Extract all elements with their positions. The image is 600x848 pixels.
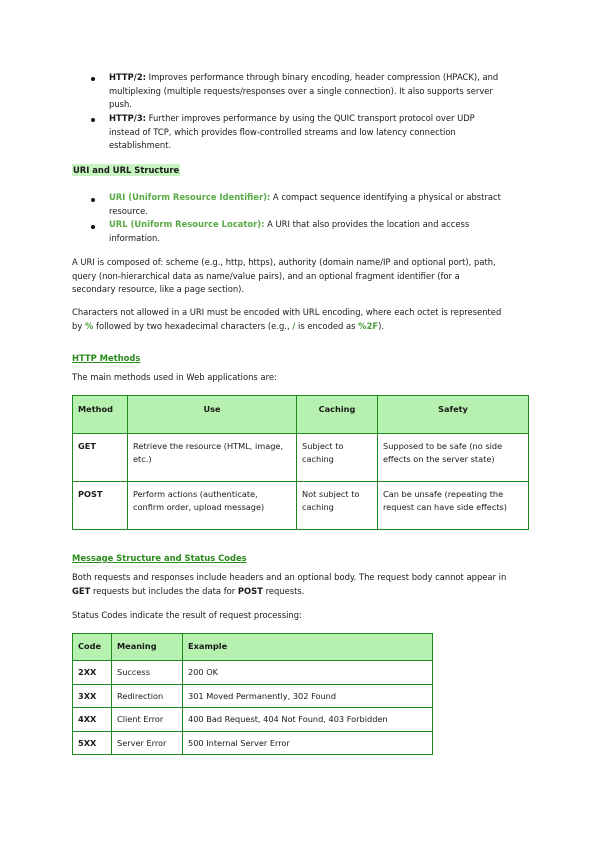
example-cell: 301 Moved Permanently, 302 Found bbox=[183, 684, 433, 708]
table-row bbox=[73, 661, 433, 685]
bullet-dot bbox=[91, 225, 95, 229]
bullet-uri: URI (Uniform Resource Identifier): A compact sequence identifying a physical or abstract resource. bbox=[109, 192, 501, 216]
table-row bbox=[73, 731, 433, 755]
table-row bbox=[73, 482, 529, 530]
bullet-dot bbox=[91, 118, 95, 122]
table-header-row bbox=[73, 396, 529, 434]
term-uri: URI (Uniform Resource Identifier): bbox=[109, 192, 271, 202]
col-header: Method bbox=[73, 396, 128, 434]
table-row bbox=[73, 684, 433, 708]
status-table bbox=[72, 633, 433, 755]
col-header: Safety bbox=[378, 396, 529, 434]
col-header: Meaning bbox=[112, 634, 183, 661]
status-intro: Status Codes indicate the result of request processing: bbox=[72, 610, 302, 620]
example-cell: 500 Internal Server Error bbox=[183, 731, 433, 755]
example-cell: 200 OK bbox=[183, 661, 433, 685]
table-header-row bbox=[73, 634, 433, 661]
use-cell: Perform actions (authenticate, confirm order, upload message) bbox=[128, 482, 297, 530]
meaning-cell: Success bbox=[112, 661, 183, 685]
bullet-label: HTTP/3: bbox=[109, 113, 147, 123]
table-row bbox=[73, 434, 529, 482]
methods-table bbox=[72, 395, 529, 530]
section-heading-status: Message Structure and Status Codes bbox=[72, 553, 247, 563]
use-cell: Retrieve the resource (HTML, image, etc.) bbox=[128, 434, 297, 482]
caching-cell: Not subject to caching bbox=[297, 482, 378, 530]
methods-intro: The main methods used in Web applications are: bbox=[72, 372, 277, 382]
bullet-url: URL (Uniform Resource Locator): A URI that also provides the location and access information. bbox=[109, 219, 470, 243]
meaning-cell: Client Error bbox=[112, 708, 183, 732]
bullet-dot bbox=[91, 198, 95, 202]
col-header: Code bbox=[73, 634, 112, 661]
code-cell: 5XX bbox=[73, 731, 112, 755]
example-cell: 400 Bad Request, 404 Not Found, 403 Forbidden bbox=[183, 708, 433, 732]
table-row bbox=[73, 708, 433, 732]
code-cell: 4XX bbox=[73, 708, 112, 732]
uri-paragraph: A URI is composed of: scheme (e.g., http, https), authority (domain name/IP and optional port), path, query (non-hierarchical data as name/value pairs), and an optional fragment identifier (for a secondary resource, like a page section). bbox=[72, 257, 496, 295]
caching-cell: Subject to caching bbox=[297, 434, 378, 482]
bullet-http2: HTTP/2: Improves performance through binary encoding, header compression (HPACK), and multiplexing (multiple requests/responses over a single connection). It also supports server push. bbox=[109, 72, 499, 110]
col-header: Use bbox=[128, 396, 297, 434]
section-heading-methods: HTTP Methods bbox=[72, 353, 141, 363]
safety-cell: Supposed to be safe (no side effects on the server state) bbox=[378, 434, 529, 482]
col-header: Caching bbox=[297, 396, 378, 434]
bullet-dot bbox=[91, 77, 95, 81]
bullet-label: HTTP/2: bbox=[109, 72, 147, 82]
method-cell: POST bbox=[73, 482, 128, 530]
safety-cell: Can be unsafe (repeating the request can have side effects) bbox=[378, 482, 529, 530]
section-heading-uri: URI and URL Structure bbox=[73, 165, 180, 175]
bullet-http3: HTTP/3: Further improves performance by using the QUIC transport protocol over UDP instead of TCP, which provides flow-controlled streams and low latency connection establishment. bbox=[109, 113, 475, 151]
body-paragraph: Both requests and responses include headers and an optional body. The request body cannot appear in GET requests but includes the data for POST requests. bbox=[72, 572, 507, 596]
encoding-paragraph: Characters not allowed in a URI must be encoded with URL encoding, where each octet is represented by % followed by two hexadecimal characters (e.g., / is encoded as %2F). bbox=[72, 307, 502, 331]
term-url: URL (Uniform Resource Locator): bbox=[109, 219, 265, 229]
meaning-cell: Server Error bbox=[112, 731, 183, 755]
col-header: Example bbox=[183, 634, 433, 661]
code-cell: 3XX bbox=[73, 684, 112, 708]
method-cell: GET bbox=[73, 434, 128, 482]
code-cell: 2XX bbox=[73, 661, 112, 685]
meaning-cell: Redirection bbox=[112, 684, 183, 708]
